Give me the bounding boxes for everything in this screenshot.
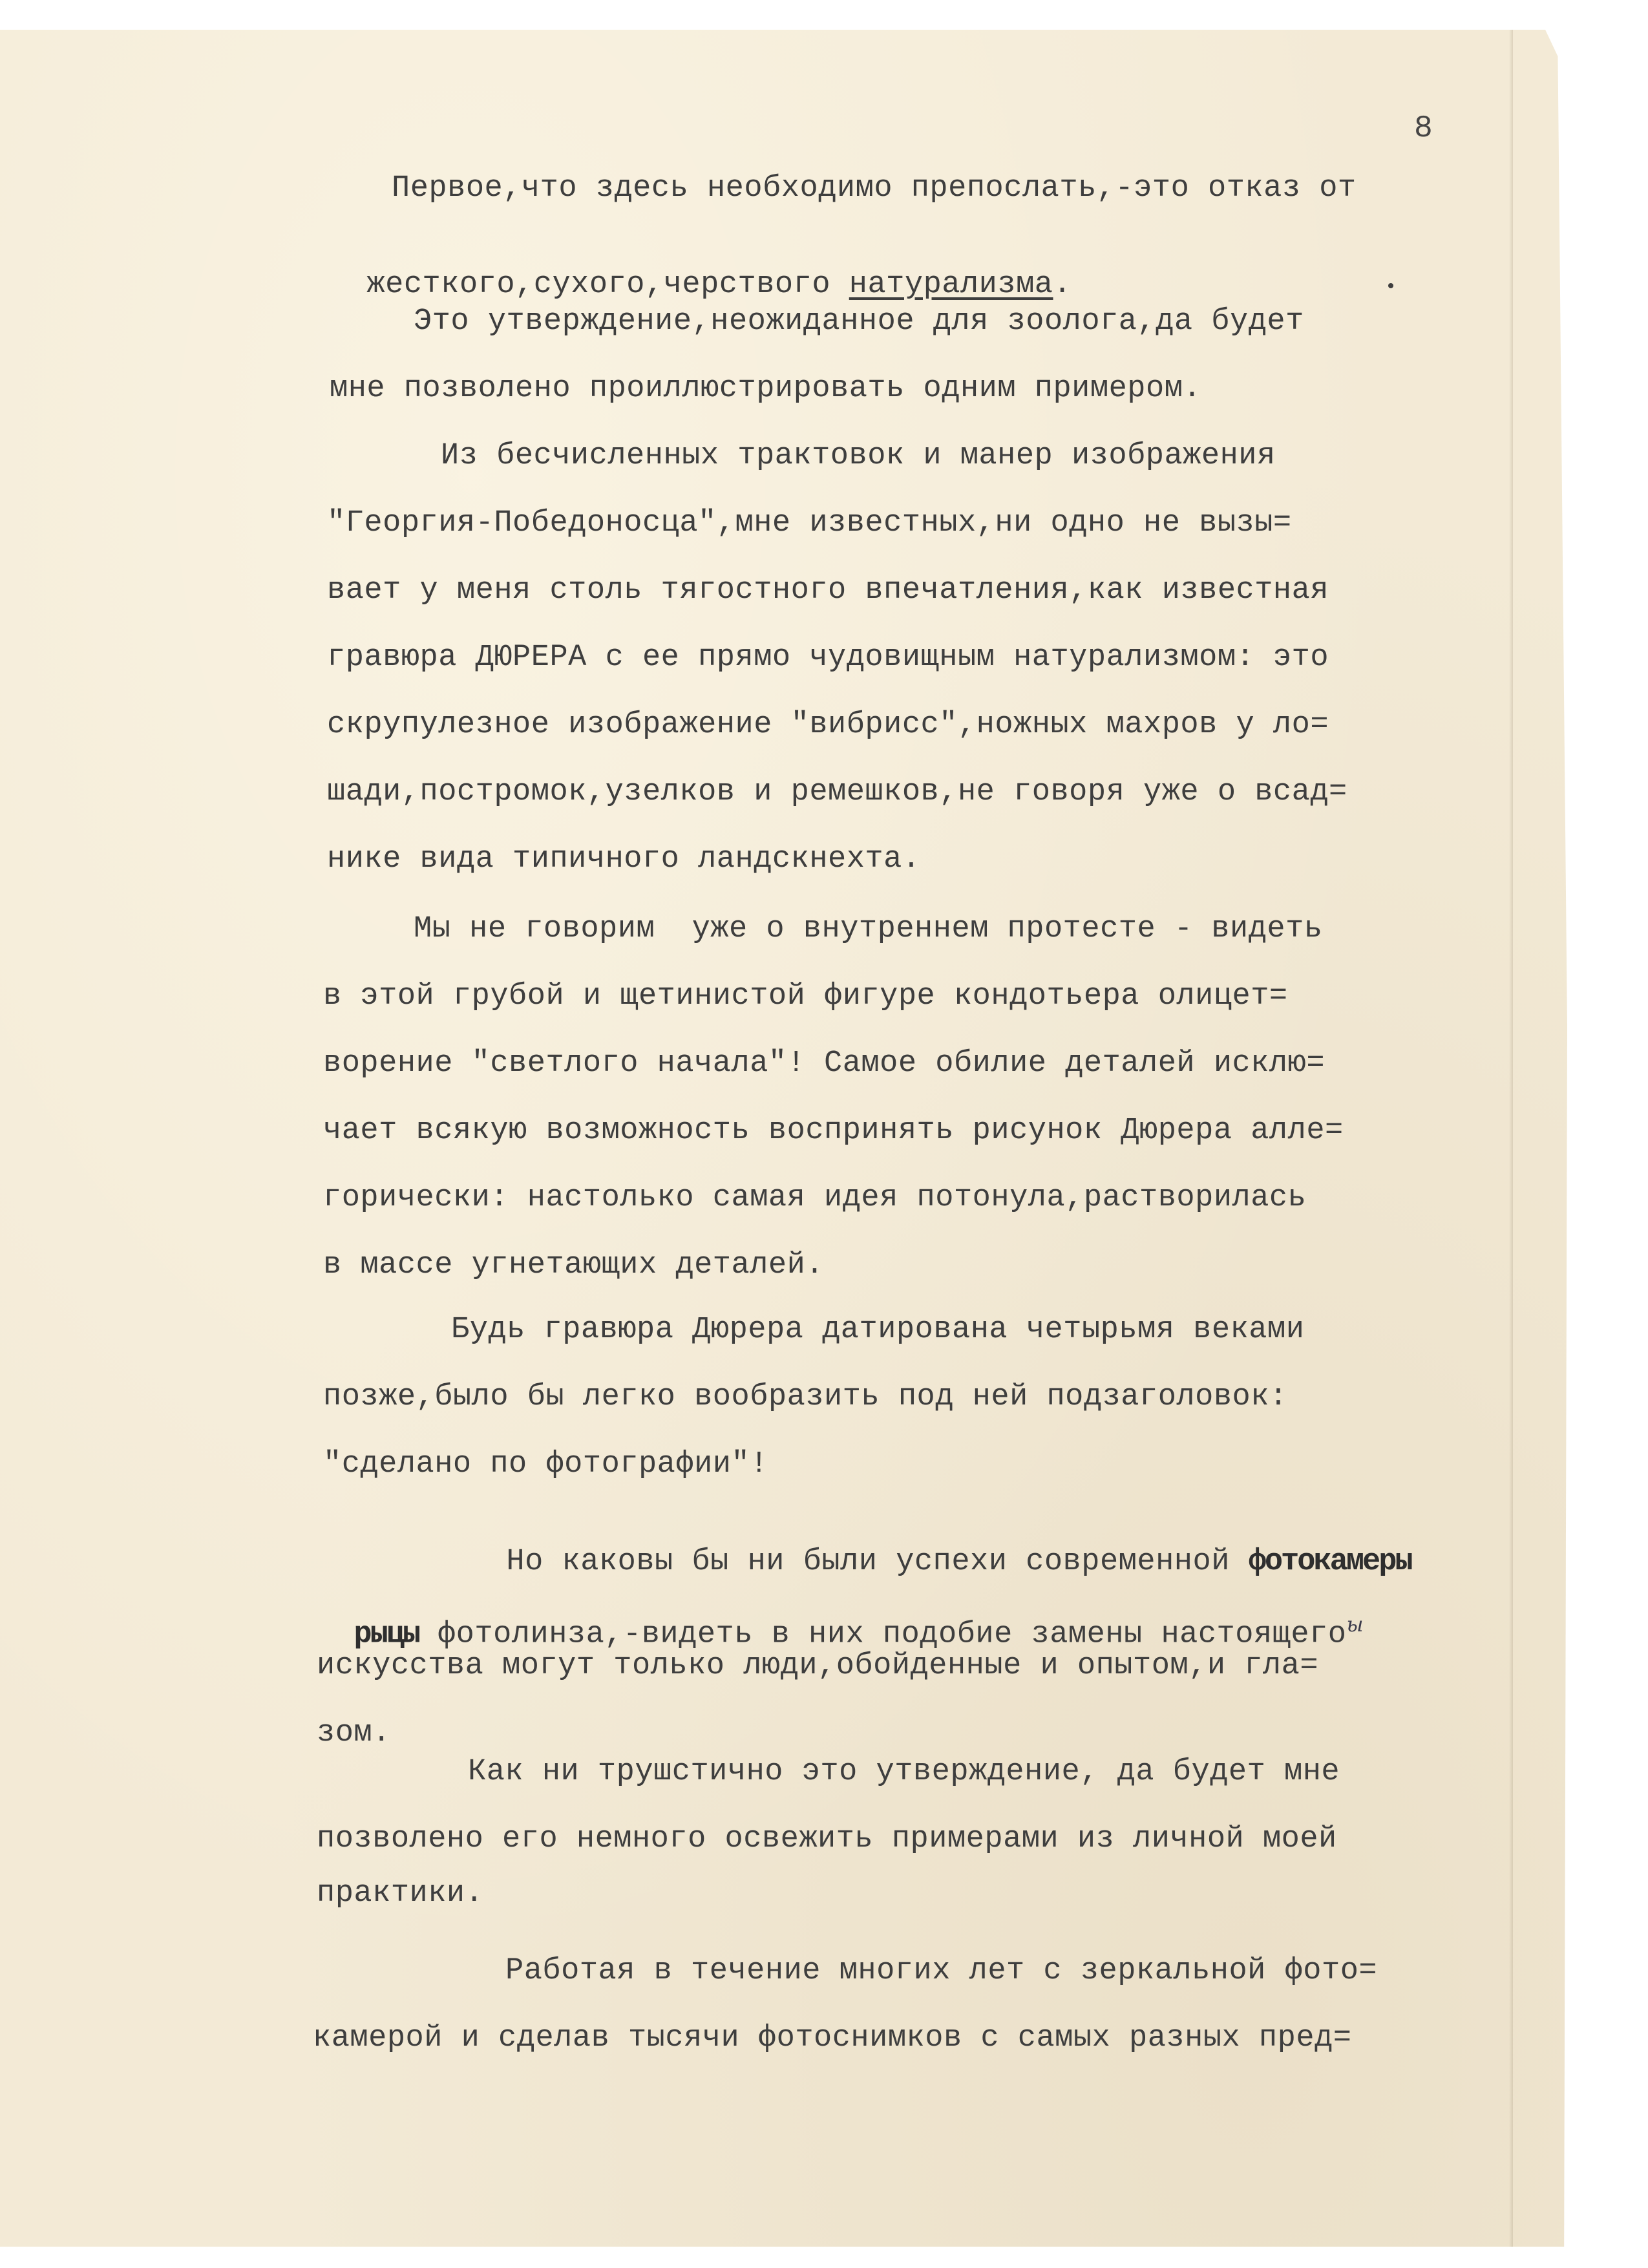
handwritten-correction: ы <box>1346 1612 1364 1637</box>
text-line-26: позволено его немного освежить примерами из личной моей <box>317 1822 1337 1856</box>
text-line-17: в массе угнетающих деталей. <box>323 1248 825 1282</box>
text-line-18: Будь гравюра Дюрера датирована четырьмя веками <box>451 1313 1305 1347</box>
text-line-16: горически: настолько самая идея потонула,растворилась <box>323 1181 1307 1215</box>
text-line-15: чает всякую возможность воспринять рисунок Дюрера алле= <box>323 1114 1344 1148</box>
text-line-24: зом. <box>317 1716 391 1750</box>
text-line-29: камерой и сделав тысячи фотоснимков с самых разных пред= <box>313 2021 1352 2055</box>
text-line-27: практики. <box>317 1876 484 1911</box>
text-line-10: шади,постромок,узелков и ремешков,не говоря уже о всад= <box>327 775 1347 809</box>
text-line-3: Это утверждение,неожиданное для зоолога,да будет <box>414 304 1304 339</box>
text-line-11: нике вида типичного ландскнехта. <box>327 842 921 876</box>
text-line-2-end: . <box>1053 268 1072 302</box>
underlined-naturalism: натурализма <box>849 268 1053 302</box>
text-line-19: позже,было бы легко вообразить под ней подзаголовок: <box>323 1380 1288 1414</box>
text-line-12: Мы не говорим уже о внутреннем протесте - видеть <box>414 912 1323 946</box>
text-line-13: в этой грубой и щетинистой фигуре кондотьера олицет= <box>323 979 1288 1013</box>
text-line-2 <box>330 239 1072 300</box>
struck-word: фотокамеры <box>1248 1545 1411 1579</box>
text-line-4: мне позволено проиллюстрировать одним примером. <box>330 372 1202 406</box>
text-line-21 <box>469 1516 1411 1577</box>
text-line-7: вает у меня столь тягостного впечатления,как известная <box>327 573 1329 608</box>
text-line-20: "сделано по фотографии"! <box>323 1447 768 1481</box>
text-line-2-start: жесткого,сухого,черствого <box>366 268 849 302</box>
struck-fragment: рыцы <box>354 1617 419 1652</box>
text-line-22 <box>317 1584 1364 1650</box>
text-line-6: "Георгия-Победоносца",мне известных,ни одно не вызы= <box>327 506 1292 540</box>
text-line-14: ворение "светлого начала"! Самое обилие деталей исклю= <box>323 1046 1326 1081</box>
text-line-8: гравюра ДЮРЕРА с ее прямо чудовищным натурализмом: это <box>327 641 1329 675</box>
text-line-22-rest: фотолинза,-видеть в них подобие замены настоящего <box>437 1617 1347 1652</box>
text-line-9: скрупулезное изображение "вибрисс",ножных махров у ло= <box>327 708 1329 742</box>
text-line-23: искусства могут только люди,обойденные и опытом,и гла= <box>317 1649 1319 1683</box>
text-line-21-start: Но каковы бы ни были успехи современной <box>506 1545 1249 1579</box>
ink-dot <box>1388 283 1393 288</box>
text-line-25: Как ни трушстично это утверждение, да будет мне <box>468 1755 1340 1789</box>
page-number: 8 <box>1414 111 1433 146</box>
text-line-5: Из бесчисленных трактовок и манер изображения <box>441 439 1276 473</box>
text-line-1: Первое,что здесь необходимо препослать,-это отказ от <box>392 171 1357 206</box>
text-line-28: Работая в течение многих лет с зеркальной фото= <box>505 1954 1378 1988</box>
sheet-edge-shadow <box>1509 30 1513 2247</box>
